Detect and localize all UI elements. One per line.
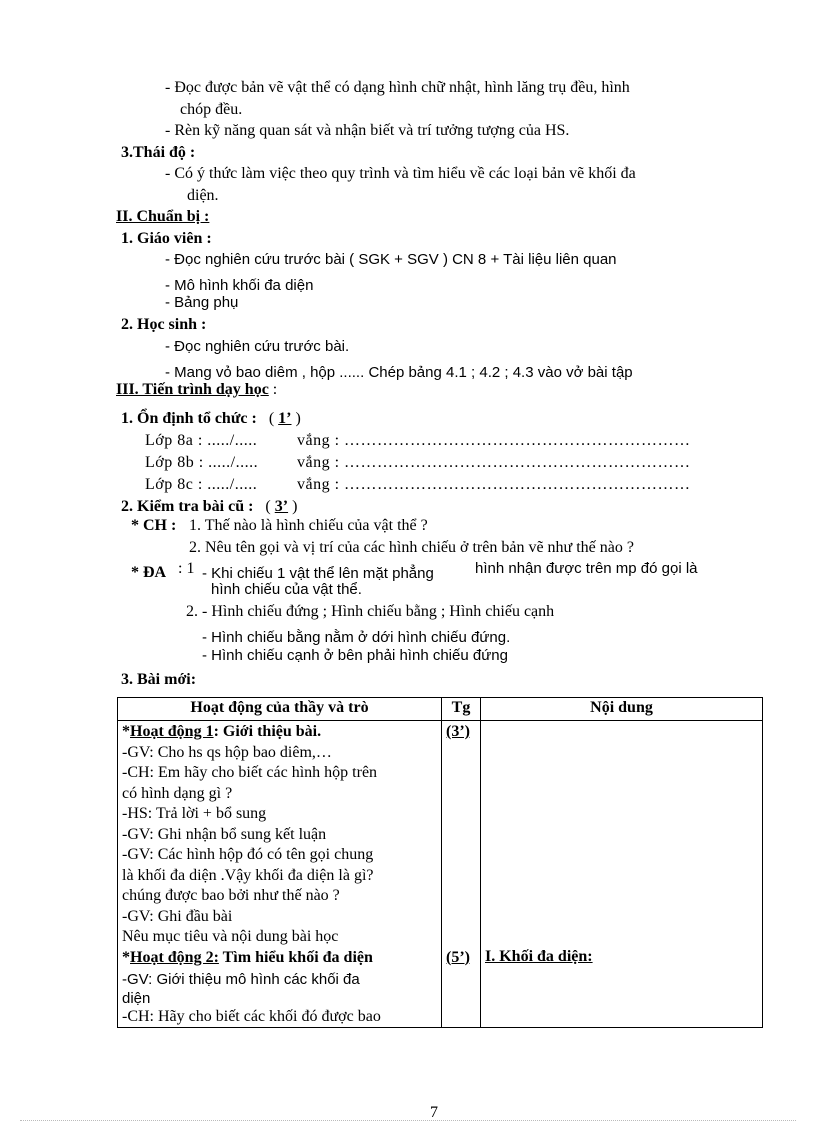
answer-2-line-2: - Hình chiếu bằng nằm ở dới hình chiếu đứng. — [202, 629, 511, 646]
answer-1-part-1: - Khi chiếu 1 vật thể lên mặt phẳng — [202, 565, 434, 582]
class-8c-name: Lớp 8c : ...../..... — [145, 476, 258, 493]
page-number: 7 — [430, 1104, 438, 1121]
check-line — [121, 497, 297, 517]
org-time-open: ( — [268, 410, 275, 427]
activity-2-line: -GV: Giới thiệu mô hình các khối đa — [122, 971, 360, 988]
content-spacer — [485, 722, 758, 947]
activity-1-title-rest: : Giới thiệu bài. — [213, 723, 322, 740]
process-heading-colon: : — [268, 381, 278, 398]
da-number: : 1 — [178, 560, 195, 577]
student-heading: 2. Học sinh : — [121, 316, 207, 333]
skill-line-2: - Rèn kỹ năng quan sát và nhận biết và trí tưởng tượng của HS. — [165, 122, 570, 139]
activity-1-time: (3’) — [446, 723, 470, 740]
activity-1-line: chúng được bao bởi như thế nào ? — [122, 887, 340, 904]
activity-2-title-rest: Tìm hiểu khối đa diện — [218, 948, 373, 966]
ch-label: * CH : — [131, 517, 177, 534]
footer-divider — [20, 1120, 796, 1121]
answer-2-line-3: - Hình chiếu cạnh ở bên phải hình chiếu đứng — [202, 647, 508, 664]
activity-2-line: diện — [122, 989, 151, 1007]
activity-2-star: * — [122, 948, 130, 966]
org-time: 1’ — [278, 410, 292, 427]
teacher-heading: 1. Giáo viên : — [121, 230, 212, 247]
activity-1-title-label: Hoạt động 1 — [130, 723, 214, 740]
activity-1-title — [122, 722, 437, 743]
answer-1-part-2: hình nhận được trên mp đó gọi là — [475, 560, 698, 577]
activity-1-line: là khối đa diện .Vậy khối đa diện là gì? — [122, 866, 374, 884]
class-8c-absent: vắng : ……………………………………………………… — [297, 476, 691, 493]
header-activities: Hoạt động của thầy và trò — [118, 698, 442, 721]
activity-2-title-label: Hoạt động 2: — [130, 948, 219, 966]
attitude-line-2: diện. — [187, 187, 219, 204]
activity-1-line: -GV: Ghi đầu bài — [122, 907, 233, 925]
table-row — [118, 721, 763, 1028]
check-label: Kiểm tra bài cũ : — [137, 498, 254, 515]
class-8a-absent: vắng : ……………………………………………………… — [297, 432, 691, 449]
activity-1-line: -GV: Các hình hộp đó có tên gọi chung — [122, 846, 374, 863]
answer-1-cont: hình chiếu của vật thể. — [211, 581, 362, 598]
activity-1-line: có hình dạng gì ? — [122, 784, 233, 802]
check-num: 2. — [121, 498, 133, 515]
student-item-1: - Đọc nghiên cứu trước bài. — [165, 338, 350, 355]
activity-1-line: Nêu mục tiêu và nội dung bài học — [122, 928, 339, 945]
activity-2-time: (5’) — [446, 948, 470, 966]
skill-line-1-cont: chóp đều. — [180, 101, 243, 118]
activity-2-line: -CH: Hãy cho biết các khối đó được bao — [122, 1007, 381, 1025]
org-time-close: ) — [295, 410, 301, 427]
teacher-item-3: - Bảng phụ — [165, 294, 239, 311]
da-label: * ĐA — [131, 564, 167, 581]
question-1: 1. Thế nào là hình chiếu của vật thể ? — [189, 517, 428, 534]
new-lesson-heading: 3. Bài mới: — [121, 671, 197, 688]
process-heading — [116, 380, 277, 400]
lesson-table — [117, 697, 763, 1028]
check-time-close: ) — [292, 498, 298, 515]
check-time-open: ( — [265, 498, 271, 515]
activity-1-line: -GV: Ghi nhận bổ sung kết luận — [122, 825, 327, 843]
time-spacer — [446, 743, 476, 948]
class-8a-name: Lớp 8a : ...../..... — [145, 432, 258, 449]
activity-1-line: -HS: Trả lời + bổ sung — [122, 805, 267, 822]
activity-1-cell — [118, 721, 442, 1028]
org-line — [121, 409, 301, 429]
attitude-heading: 3.Thái độ : — [121, 144, 196, 161]
question-2: 2. Nêu tên gọi và vị trí của các hình chiếu ở trên bản vẽ như thế nào ? — [189, 539, 634, 556]
preparation-heading: II. Chuẩn bị : — [116, 208, 210, 225]
activity-1-line: -CH: Em hãy cho biết các hình hộp trên — [122, 764, 378, 781]
activity-1-star: * — [122, 723, 130, 740]
class-8b-name: Lớp 8b : ...../..... — [145, 454, 259, 471]
process-heading-text: III. Tiến trình dạy học — [116, 381, 269, 398]
activity-1-line: -GV: Cho hs qs hộp bao diêm,… — [122, 743, 332, 761]
content-heading-polyhedron: I. Khối đa diện: — [485, 948, 593, 965]
header-content: Nội dung — [481, 698, 763, 721]
check-time: 3’ — [274, 498, 289, 515]
teacher-item-1: - Đọc nghiên cứu trước bài ( SGK + SGV ) CN 8 + Tài liệu liên quan — [165, 251, 617, 268]
header-time: Tg — [442, 698, 481, 721]
teacher-item-2: - Mô hình khối đa diện — [165, 277, 314, 294]
class-8b-absent: vắng : ……………………………………………………… — [297, 454, 691, 471]
student-item-2: - Mang vỏ bao diêm , hộp ...... Chép bảng 4.1 ; 4.2 ; 4.3 vào vở bài tập — [165, 364, 633, 381]
org-label: 1. Ổn định tổ chức : — [121, 410, 257, 427]
table-header-row — [118, 698, 763, 721]
answer-2: 2. - Hình chiếu đứng ; Hình chiếu bằng ; Hình chiếu cạnh — [186, 603, 555, 620]
skill-line-1: - Đọc được bản vẽ vật thể có dạng hình chữ nhật, hình lăng trụ đều, hình — [165, 79, 630, 96]
content-cell — [481, 721, 763, 1028]
time-cell — [442, 721, 481, 1028]
activity-2-title — [122, 948, 437, 969]
attitude-line-1: - Có ý thức làm việc theo quy trình và tìm hiểu về các loại bản vẽ khối đa — [165, 165, 636, 182]
